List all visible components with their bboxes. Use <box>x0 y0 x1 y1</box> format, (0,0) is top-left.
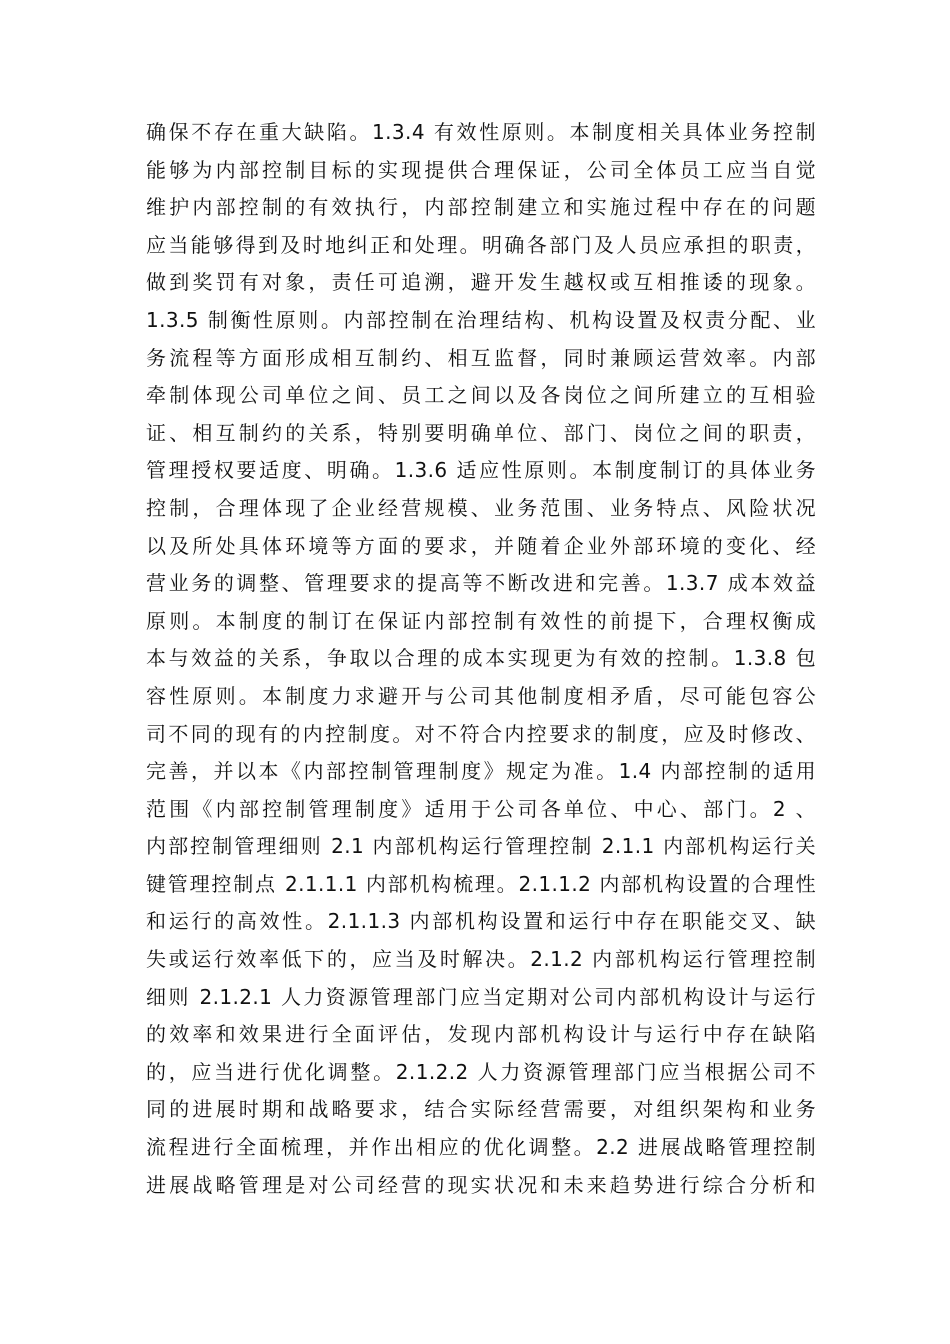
text-line: 1.3.5 制衡性原则。内部控制在治理结构、机构设置及权责分配、业 <box>146 307 816 332</box>
text-line: 容性原则。本制度力求避开与公司其他制度相矛盾，尽可能包容公 <box>146 683 816 708</box>
text-line: 管理授权要适度、明确。1.3.6 适应性原则。本制度制订的具体业务 <box>146 458 816 483</box>
text-line: 失或运行效率低下的，应当及时解决。2.1.2 内部机构运行管理控制 <box>146 947 816 972</box>
text-line: 的效率和效果进行全面评估，发现内部机构设计与运行中存在缺陷 <box>146 1022 816 1047</box>
text-line: 的，应当进行优化调整。2.1.2.2 人力资源管理部门应当根据公司不 <box>146 1059 816 1084</box>
text-line: 牵制体现公司单位之间、员工之间以及各岗位之间所建立的互相验 <box>146 383 816 408</box>
text-line: 和运行的高效性。2.1.1.3 内部机构设置和运行中存在职能交叉、缺 <box>146 909 816 934</box>
text-line: 进展战略管理是对公司经营的现实状况和未来趋势进行综合分析和 <box>146 1172 816 1197</box>
text-line: 司不同的现有的内控制度。对不符合内控要求的制度，应及时修改、 <box>146 721 816 746</box>
text-line: 维护内部控制的有效执行，内部控制建立和实施过程中存在的问题 <box>146 195 816 220</box>
text-line: 能够为内部控制目标的实现提供合理保证，公司全体员工应当自觉 <box>146 157 816 182</box>
text-line: 键管理控制点 2.1.1.1 内部机构梳理。2.1.1.2 内部机构设置的合理性 <box>146 871 816 896</box>
text-line: 做到奖罚有对象，责任可追溯，避开发生越权或互相推诿的现象。 <box>146 270 816 295</box>
text-line: 确保不存在重大缺陷。1.3.4 有效性原则。本制度相关具体业务控制 <box>146 120 816 144</box>
text-line: 应当能够得到及时地纠正和处理。明确各部门及人员应承担的职责， <box>146 232 816 257</box>
text-line: 证、相互制约的关系，特别要明确单位、部门、岗位之间的职责， <box>146 420 816 445</box>
text-line: 本与效益的关系，争取以合理的成本实现更为有效的控制。1.3.8 包 <box>146 646 816 671</box>
body-paragraph <box>146 114 816 1204</box>
text-line: 完善，并以本《内部控制管理制度》规定为准。1.4 内部控制的适用 <box>146 759 816 784</box>
text-line: 内部控制管理细则 2.1 内部机构运行管理控制 2.1.1 内部机构运行关 <box>146 834 816 859</box>
text-line: 细则 2.1.2.1 人力资源管理部门应当定期对公司内部机构设计与运行 <box>146 984 816 1009</box>
text-line: 同的进展时期和战略要求，结合实际经营需要，对组织架构和业务 <box>146 1097 816 1122</box>
text-line: 以及所处具体环境等方面的要求，并随着企业外部环境的变化、经 <box>146 533 816 558</box>
text-line: 务流程等方面形成相互制约、相互监督，同时兼顾运营效率。内部 <box>146 345 816 370</box>
text-line: 控制，合理体现了企业经营规模、业务范围、业务特点、风险状况 <box>146 495 816 520</box>
text-line: 范围《内部控制管理制度》适用于公司各单位、中心、部门。2 、 <box>146 796 816 821</box>
text-line: 原则。本制度的制订在保证内部控制有效性的前提下，合理权衡成 <box>146 608 816 633</box>
text-line: 营业务的调整、管理要求的提高等不断改进和完善。1.3.7 成本效益 <box>146 571 816 596</box>
text-line: 流程进行全面梳理，并作出相应的优化调整。2.2 进展战略管理控制 <box>146 1135 816 1160</box>
